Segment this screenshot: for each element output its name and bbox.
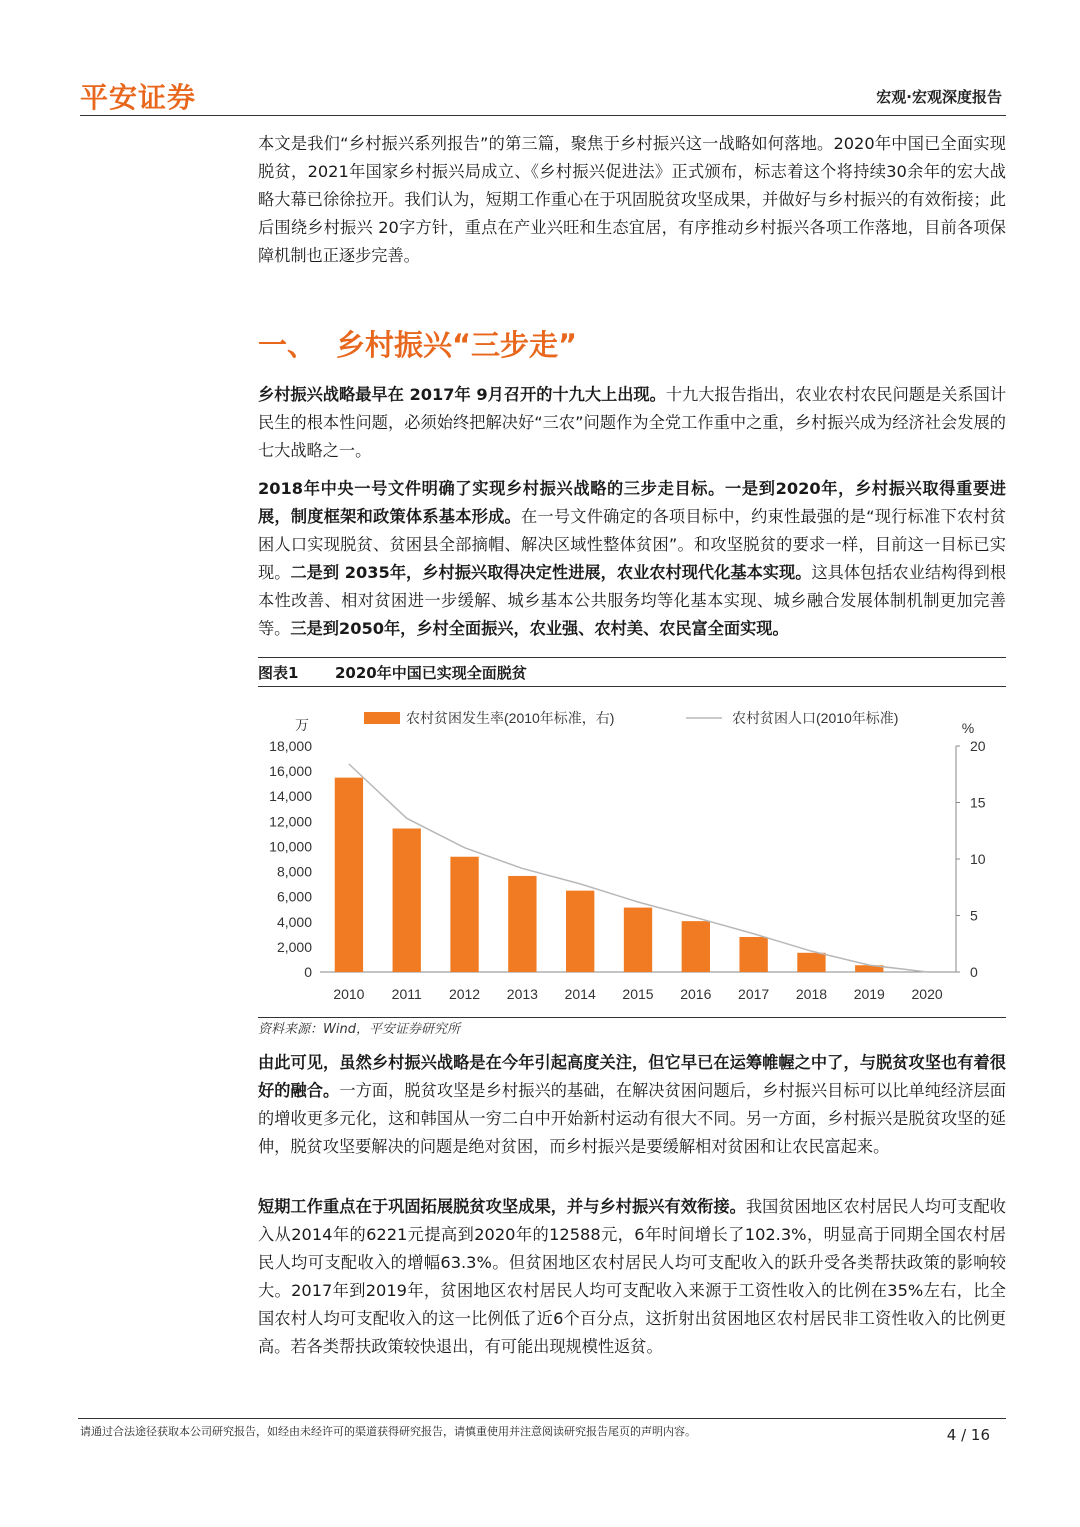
x-tick-label: 2011 — [391, 986, 422, 1002]
left-tick-label: 4,000 — [276, 913, 312, 930]
right-tick-label: 5 — [970, 907, 978, 924]
page-number: 4 / 16 — [946, 1426, 990, 1444]
x-tick-label: 2016 — [680, 986, 712, 1002]
section-number: 一、 — [258, 328, 317, 362]
section-title — [258, 323, 577, 364]
paragraph-2-body: 在一号文件确定的各项目标中，约束性最强的是“现行标准下农村贫困人口实现脱贫、贫困县全部摘帽、解决区域性整体贫困”。和攻坚脱贫的要求一样，目前这一目标已实现。 — [258, 507, 1007, 582]
paragraph-2-lead: 2018年中央一号文件明确了实现乡村振兴战略的三步走目标。一是到2020年，乡村振兴取得重要进展，制度框架和政策体系基本形成。 — [258, 479, 1006, 526]
left-tick-label: 14,000 — [269, 788, 312, 805]
bar-poverty-rate — [624, 908, 652, 972]
x-tick-label: 2012 — [448, 986, 481, 1002]
x-tick-label: 2017 — [738, 986, 770, 1002]
left-axis-unit: 万 — [295, 717, 309, 733]
right-axis-unit: % — [961, 720, 975, 736]
paragraph-2-goal-2050: 三是到2050年，乡村全面振兴，农业强、农村美、农民富全面实现。 — [290, 619, 789, 638]
bar-poverty-rate — [682, 921, 710, 972]
paragraph-1 — [258, 381, 1006, 465]
x-tick-label: 2015 — [622, 986, 654, 1002]
right-tick-label: 15 — [970, 794, 986, 811]
bar-poverty-rate — [566, 891, 594, 972]
x-tick-label: 2018 — [795, 986, 828, 1002]
poverty-chart — [258, 700, 1006, 1012]
left-tick-label: 6,000 — [276, 888, 312, 905]
x-tick-label: 2010 — [333, 986, 365, 1002]
legend-bar-swatch — [364, 712, 400, 724]
footer-disclaimer: 请通过合法途径获取本公司研究报告，如经由未经许可的渠道获得研究报告，请慎重使用并注意阅读研究报告尾页的声明内容。 — [80, 1425, 696, 1438]
figure-label: 图表1 — [258, 664, 299, 682]
figure-title: 2020年中国已实现全面脱贫 — [335, 664, 527, 682]
paragraph-2-body-2: 这具体包括农业结构得到根本性改善、相对贫困进一步缓解、城乡基本公共服务均等化基本实现、城乡融合发展体制机制更加完善等。 — [258, 563, 1007, 638]
left-tick-label: 18,000 — [269, 738, 312, 754]
bar-poverty-rate — [739, 937, 767, 972]
right-tick-label: 20 — [970, 738, 986, 754]
paragraph-1-body: 十九大报告指出，农业农村农民问题是关系国计民生的根本性问题，必须始终把解决好“三农”问题作为全党工作重中之重，乡村振兴成为经济社会发展的七大战略之一。 — [258, 385, 1007, 460]
header-divider — [80, 115, 1006, 116]
bar-poverty-rate — [393, 828, 421, 972]
company-logo: 平安证券 — [80, 81, 197, 114]
paragraph-3-lead: 由此可见，虽然乡村振兴战略是在今年引起高度关注，但它早已在运筹帷幄之中了，与脱贫攻坚也有着很好的融合。 — [258, 1053, 1006, 1100]
paragraph-4-lead: 短期工作重点在于巩固拓展脱贫攻坚成果，并与乡村振兴有效衔接。 — [258, 1197, 746, 1216]
x-tick-label: 2020 — [911, 986, 943, 1002]
left-tick-label: 16,000 — [269, 763, 312, 780]
right-tick-label: 0 — [970, 964, 978, 980]
paragraph-3-body: 一方面，脱贫攻坚是乡村振兴的基础，在解决贫困问题后，乡村振兴目标可以比单纯经济层面的增收更多元化，这和韩国从一穷二白中开始新村运动有很大不同。另一方面，乡村振兴是脱贫攻坚的延伸，脱贫攻坚要解决的问题是绝对贫困，而乡村振兴是要缓解相对贫困和让农民富起来。 — [258, 1081, 1006, 1156]
x-tick-label: 2019 — [853, 986, 885, 1002]
paragraph-4 — [258, 1193, 1006, 1361]
left-tick-label: 8,000 — [276, 863, 312, 880]
legend-bar-label: 农村贫困发生率(2010年标准，右) — [406, 710, 615, 726]
figure-source: 资料来源：Wind，平安证券研究所 — [258, 1022, 460, 1037]
section-heading: 乡村振兴“三步走” — [336, 328, 578, 362]
footer-divider — [78, 1418, 1006, 1419]
bar-poverty-rate — [450, 857, 478, 972]
paragraph-2-goal-2035: 二是到 2035年，乡村振兴取得决定性进展，农业农村现代化基本实现。 — [290, 563, 812, 582]
right-tick-label: 10 — [970, 851, 986, 867]
left-tick-label: 0 — [304, 964, 312, 980]
paragraph-3 — [258, 1049, 1006, 1161]
left-tick-label: 10,000 — [269, 838, 312, 855]
bar-poverty-rate — [508, 876, 536, 972]
left-tick-label: 2,000 — [276, 938, 312, 955]
report-category: 宏观·宏观深度报告 — [876, 88, 1002, 106]
bar-poverty-rate — [335, 778, 363, 972]
legend-line-label: 农村贫困人口(2010年标准) — [732, 710, 899, 726]
intro-paragraph: 本文是我们“乡村振兴系列报告”的第三篇，聚焦于乡村振兴这一战略如何落地。2020年中国已全面实现脱贫，2021年国家乡村振兴局成立、《乡村振兴促进法》正式颁布，标志着这个将持续30余年的宏大战略大幕已徐徐拉开。我们认为，短期工作重心在于巩固脱贫攻坚成果，并做好与乡村振兴的有效衔接；此后围绕乡村振兴 20字方针，重点在产业兴旺和生态宜居，有序推动乡村振兴各项工作落地，目前各项保障机制也正逐步完善。 — [258, 134, 1006, 265]
x-tick-label: 2014 — [564, 986, 596, 1002]
bar-poverty-rate — [797, 953, 825, 972]
paragraph-2 — [258, 475, 1006, 643]
paragraph-1-lead: 乡村振兴战略最早在 2017年 9月召开的十九大上出现。 — [258, 385, 666, 404]
x-tick-label: 2013 — [506, 986, 538, 1002]
paragraph-4-body: 我国贫困地区农村居民人均可支配收入从2014年的6221元提高到2020年的12588元，6年时间增长了102.3%，明显高于同期全国农村居民人均可支配收入的增幅63.3%。但贫困地区农村居民人均可支配收入的跃升受各类帮扶政策的影响较大。2017年到2019年，贫困地区农村居民人均可支配收入来源于工资性收入的比例在35%左右，比全国农村人均可支配收入的这一比例低了近6个百分点，这折射出贫困地区农村居民非工资性收入的比例更高。若各类帮扶政策较快退出，有可能出现规模性返贫。 — [258, 1197, 1006, 1356]
left-tick-label: 12,000 — [269, 813, 312, 830]
